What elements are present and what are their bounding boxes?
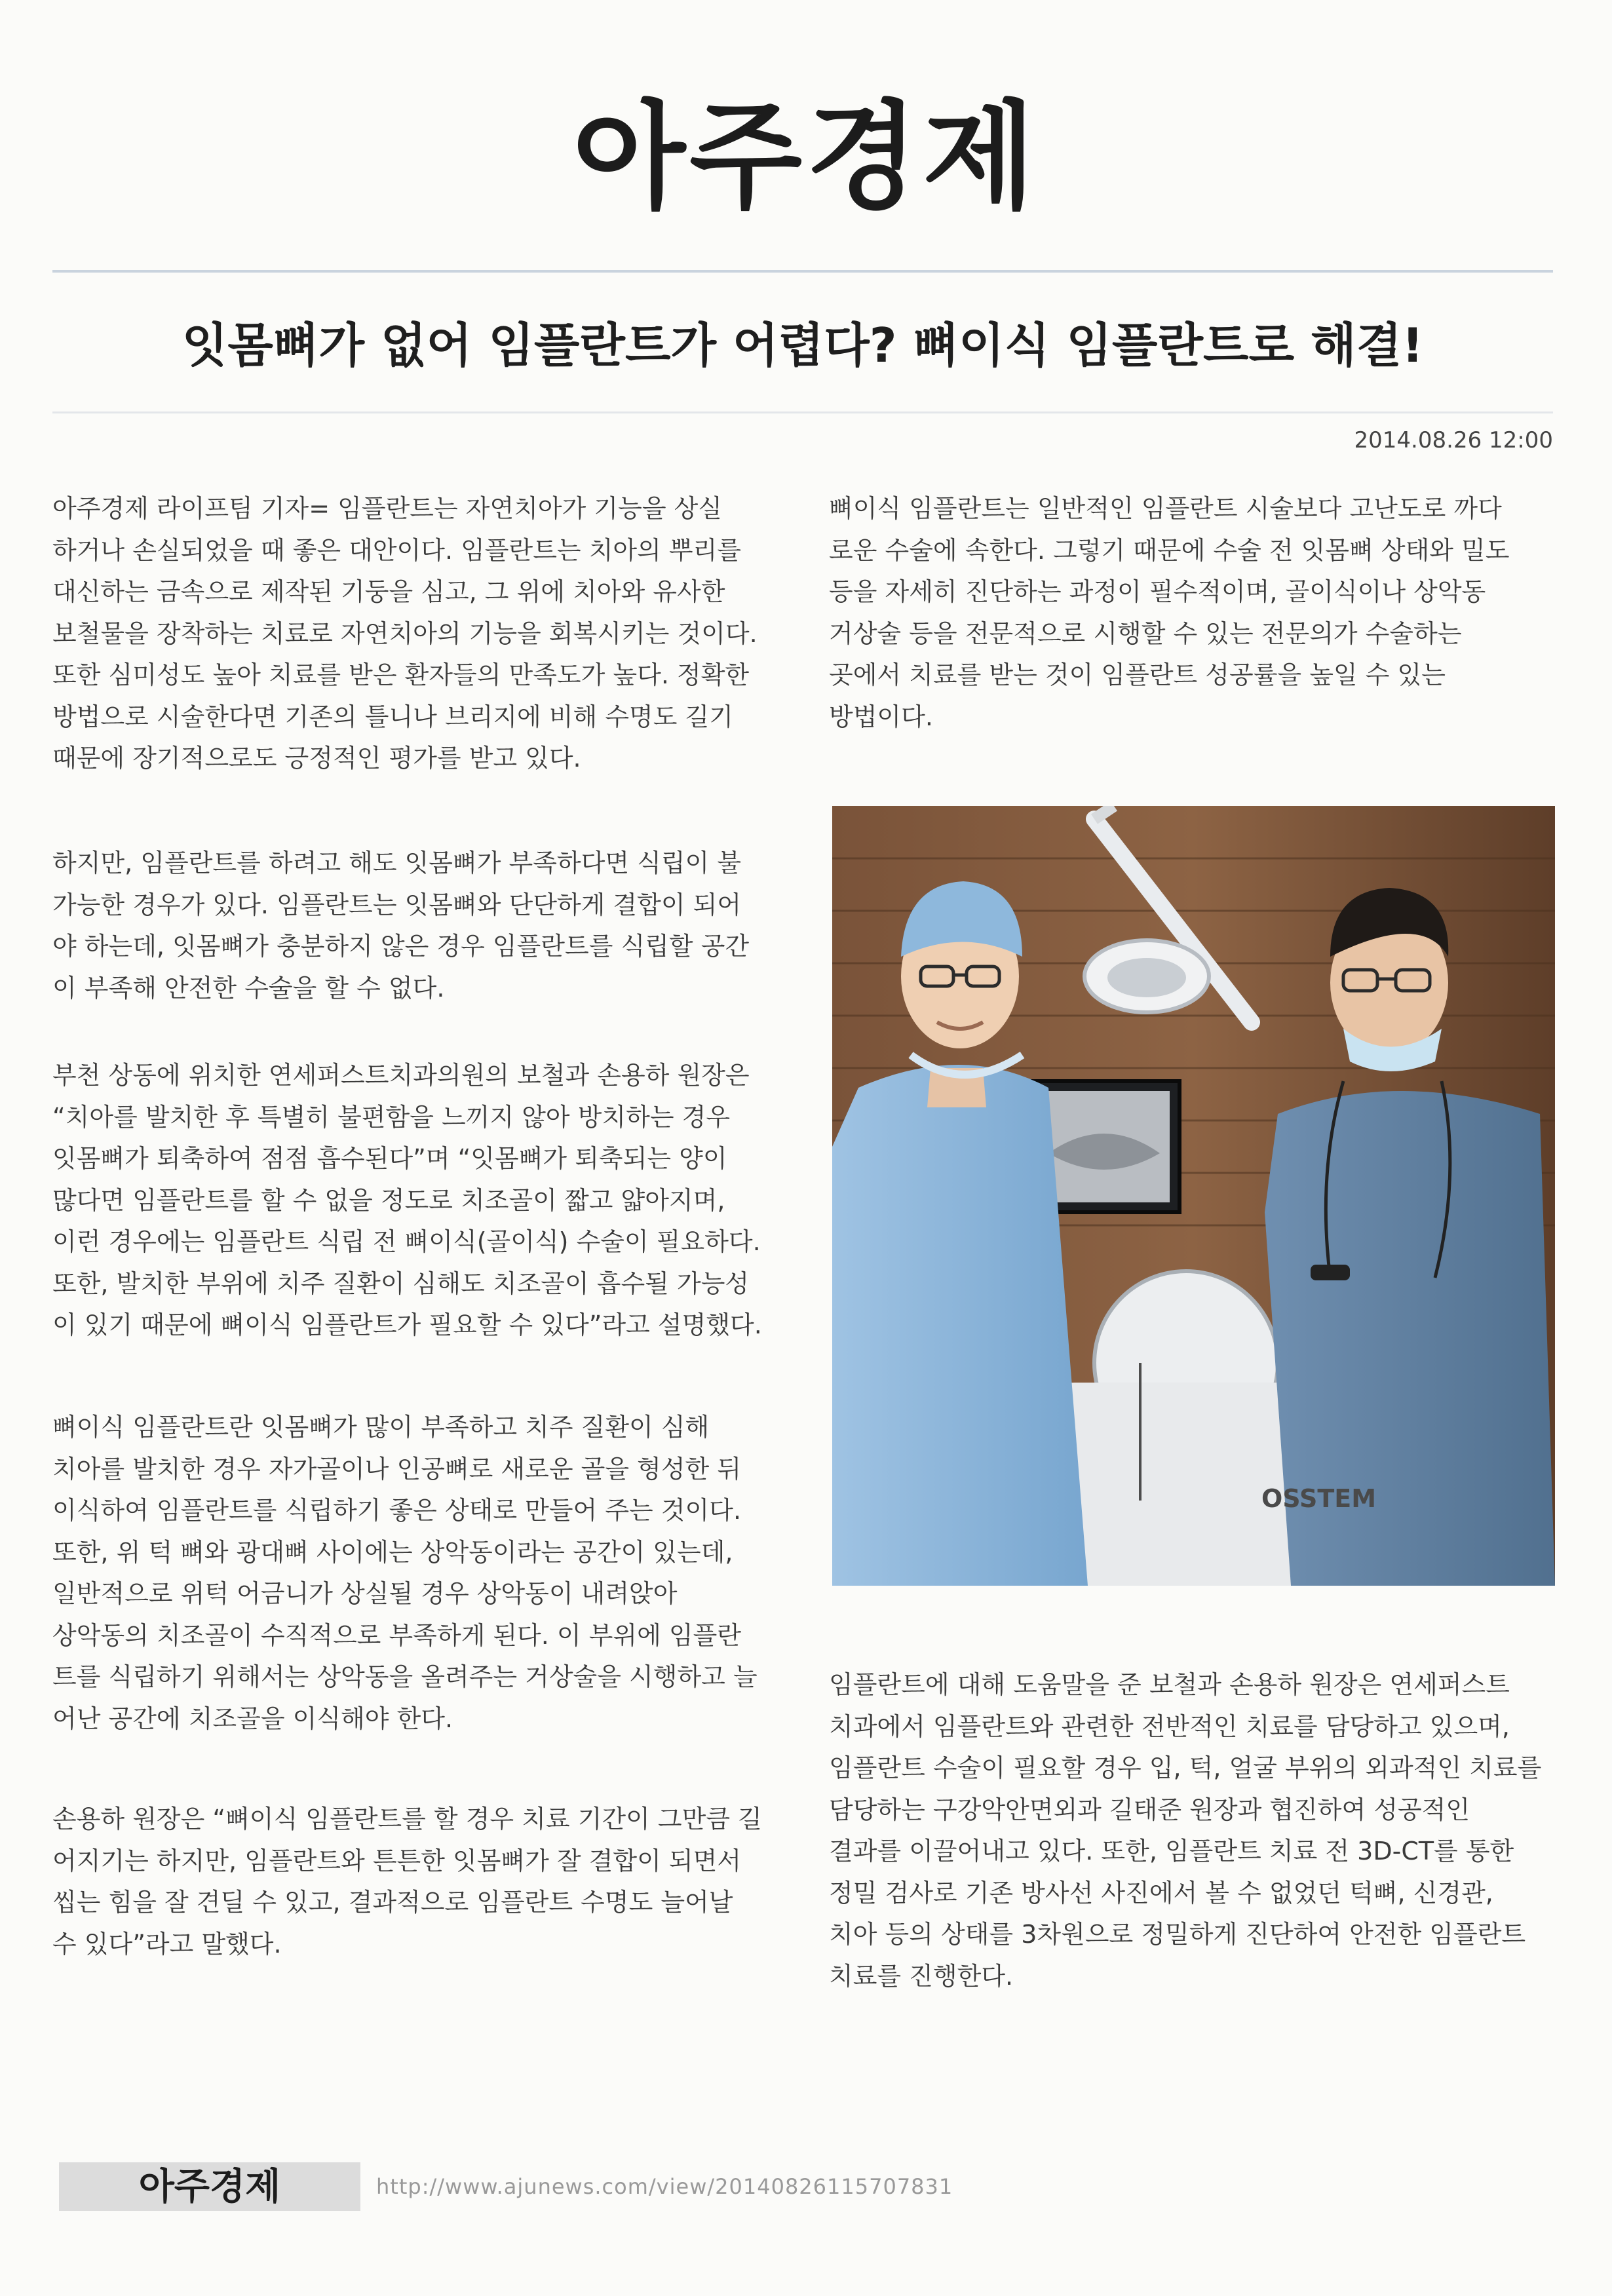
text-line: 결과를 이끌어내고 있다. 또한, 임플란트 치료 전 3D-CT를 통한 — [829, 1837, 1514, 1866]
paragraph-3 — [52, 1055, 770, 1347]
text-line: 부천 상동에 위치한 연세퍼스트치과의원의 보철과 손용하 원장은 — [52, 1061, 750, 1090]
text-line: 때문에 장기적으로도 긍정적인 평가를 받고 있다. — [52, 744, 581, 773]
text-line: 하거나 손실되었을 때 좋은 대안이다. 임플란트는 치아의 뿌리를 — [52, 535, 742, 565]
header-divider — [52, 270, 1553, 273]
text-line: 트를 식립하기 위해서는 상악동을 올려주는 거상술을 시행하고 늘 — [52, 1662, 758, 1691]
text-line: 일반적으로 위턱 어금니가 상실될 경우 상악동이 내려앉아 — [52, 1579, 678, 1608]
headline-divider — [52, 411, 1553, 413]
text-line: 거상술 등을 전문적으로 시행할 수 있는 전문의가 수술하는 — [829, 619, 1462, 648]
text-line: 많다면 임플란트를 할 수 없을 정도로 치조골이 짧고 얇아지며, — [52, 1185, 725, 1215]
text-line: 씹는 힘을 잘 견딜 수 있고, 결과적으로 임플란트 수명도 늘어날 — [52, 1888, 733, 1917]
text-line: 방법으로 시술한다면 기존의 틀니나 브리지에 비해 수명도 길기 — [52, 702, 733, 731]
text-line: 임플란트에 대해 도움말을 준 보철과 손용하 원장은 연세퍼스트 — [829, 1670, 1510, 1699]
text-line: 이식하여 임플란트를 식립하기 좋은 상태로 만들어 주는 것이다. — [52, 1496, 742, 1525]
text-line: 치과에서 임플란트와 관련한 전반적인 치료를 담당하고 있으며, — [829, 1712, 1510, 1741]
text-line: 또한 심미성도 높아 치료를 받은 환자들의 만족도가 높다. 정확한 — [52, 660, 750, 689]
text-line: 등을 자세히 진단하는 과정이 필수적이며, 골이식이나 상악동 — [829, 577, 1486, 606]
text-line: 치아 등의 상태를 3차원으로 정밀하게 진단하여 안전한 임플란트 — [829, 1920, 1526, 1949]
text-line: 임플란트 수술이 필요할 경우 입, 턱, 얼굴 부위의 외과적인 치료를 — [829, 1753, 1542, 1782]
text-line: 또한, 발치한 부위에 치주 질환이 심해도 치조골이 흡수될 가능성 — [52, 1269, 750, 1298]
text-line: 수 있다”라고 말했다. — [52, 1929, 282, 1959]
text-line: 치료를 진행한다. — [829, 1961, 1014, 1991]
doctors-photo-illustration — [832, 806, 1555, 1586]
text-line: 야 하는데, 잇몸뼈가 충분하지 않은 경우 임플란트를 식립할 공간 — [52, 932, 750, 961]
source-url[interactable]: http://www.ajunews.com/view/20140826115707831 — [376, 2174, 953, 2199]
text-line: 가능한 경우가 있다. 임플란트는 잇몸뼈와 단단하게 결합이 되어 — [52, 890, 742, 919]
text-line: 방법이다. — [829, 702, 933, 731]
text-line: 치아를 발치한 경우 자가골이나 인공뼈로 새로운 골을 형성한 뒤 — [52, 1454, 742, 1483]
article-headline: 잇몸뼈가 없어 임플란트가 어렵다? 뼈이식 임플란트로 해결! — [182, 318, 1424, 373]
text-line: 이 있기 때문에 뼈이식 임플란트가 필요할 수 있다”라고 설명했다. — [52, 1311, 762, 1339]
paragraph-5 — [52, 1799, 770, 1965]
text-line: 이런 경우에는 임플란트 식립 전 뼈이식(골이식) 수술이 필요하다. — [52, 1227, 761, 1256]
text-line: 정밀 검사로 기존 방사선 사진에서 볼 수 없었던 턱뼈, 신경관, — [829, 1878, 1493, 1907]
text-line: 하지만, 임플란트를 하려고 해도 잇몸뼈가 부족하다면 식립이 불 — [52, 849, 742, 877]
text-line: 손용하 원장은 “뼈이식 임플란트를 할 경우 치료 기간이 그만큼 길 — [52, 1805, 762, 1833]
text-line: 대신하는 금속으로 제작된 기둥을 심고, 그 위에 치아와 유사한 — [52, 577, 725, 606]
osstem-brand-text: OSSTEM — [1261, 1484, 1377, 1513]
paragraph-7 — [829, 1664, 1546, 1997]
text-line: 또한, 위 턱 뼈와 광대뼈 사이에는 상악동이라는 공간이 있는데, — [52, 1537, 733, 1567]
text-line: 이 부족해 안전한 수술을 할 수 없다. — [52, 973, 445, 1003]
text-line: 상악동의 치조골이 수직적으로 부족하게 된다. 이 부위에 임플란 — [52, 1620, 742, 1650]
text-line: 어지기는 하지만, 임플란트와 튼튼한 잇몸뼈가 잘 결합이 되면서 — [52, 1846, 742, 1875]
publish-date: 2014.08.26 12:00 — [1354, 427, 1553, 453]
text-line: 로운 수술에 속한다. 그렇기 때문에 수술 전 잇몸뼈 상태와 밀도 — [829, 535, 1510, 565]
text-line: 잇몸뼈가 퇴축하여 점점 흡수된다”며 “잇몸뼈가 퇴축되는 양이 — [52, 1144, 727, 1173]
article-photo — [832, 806, 1555, 1586]
text-line: “치아를 발치한 후 특별히 불편함을 느끼지 않아 방치하는 경우 — [52, 1102, 731, 1132]
text-line: 곳에서 치료를 받는 것이 임플란트 성공률을 높일 수 있는 — [829, 660, 1446, 689]
text-line: 아주경제 라이프팀 기자= 임플란트는 자연치아가 기능을 상실 — [52, 494, 723, 523]
text-line: 어난 공간에 치조골을 이식해야 한다. — [52, 1704, 453, 1733]
text-line: 담당하는 구강악안면외과 길태준 원장과 협진하여 성공적인 — [829, 1795, 1470, 1824]
paragraph-1 — [52, 488, 770, 780]
text-line: 뼈이식 임플란트란 잇몸뼈가 많이 부족하고 치주 질환이 심해 — [52, 1413, 710, 1442]
text-line: 뼈이식 임플란트는 일반적인 임플란트 시술보다 고난도로 까다 — [829, 494, 1502, 523]
masthead-logo: 아주경제 — [573, 88, 1039, 225]
text-line: 보철물을 장착하는 치료로 자연치아의 기능을 회복시키는 것이다. — [52, 619, 758, 648]
paragraph-4 — [52, 1407, 770, 1740]
paragraph-2 — [52, 843, 770, 1009]
footer-logo: 아주경제 — [138, 2165, 281, 2208]
paragraph-6 — [829, 488, 1546, 738]
